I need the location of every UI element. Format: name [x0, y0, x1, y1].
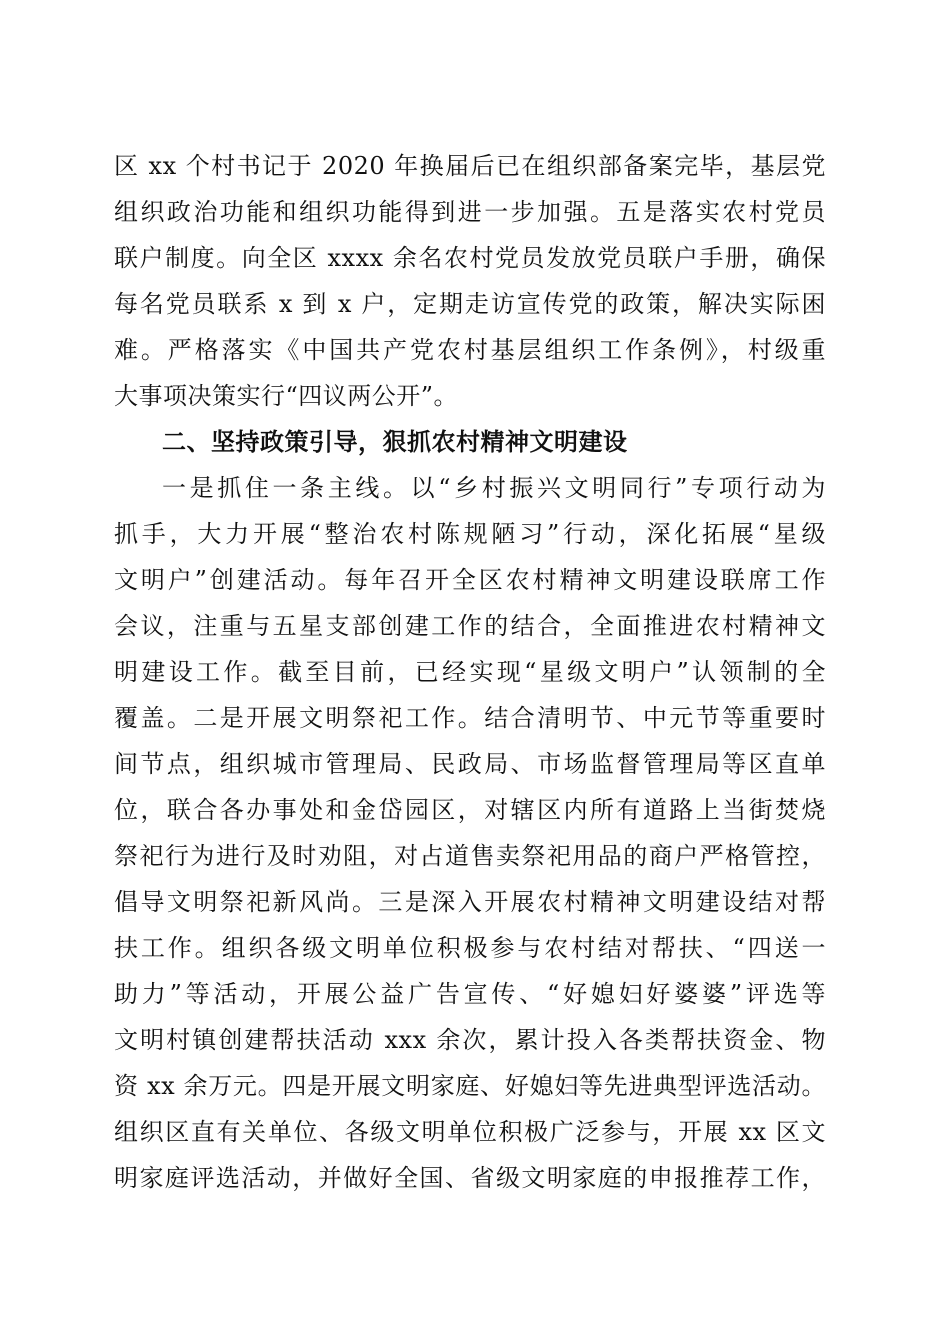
- paragraph-line: 间节点，组织城市管理局、民政局、市场监督管理局等区直单: [114, 750, 826, 778]
- paragraph-line: 位，联合各办事处和金岱园区，对辖区内所有道路上当街焚烧: [114, 796, 826, 824]
- paragraph-line: 倡导文明祭祀新风尚。三是深入开展农村精神文明建设结对帮: [114, 888, 826, 916]
- paragraph-line: 覆盖。二是开展文明祭祀工作。结合清明节、中元节等重要时: [114, 704, 826, 732]
- paragraph-line: 明建设工作。截至目前，已经实现“星级文明户”认领制的全: [114, 658, 826, 686]
- paragraph-line: 组织政治功能和组织功能得到进一步加强。五是落实农村党员: [114, 198, 826, 226]
- paragraph-line: 资 xx 余万元。四是开展文明家庭、好媳妇等先进典型评选活动。: [114, 1072, 826, 1100]
- paragraph-line: 难。严格落实《中国共产党农村基层组织工作条例》，村级重: [114, 336, 826, 364]
- paragraph-line: 文明户”创建活动。每年召开全区农村精神文明建设联席工作: [114, 566, 826, 594]
- paragraph-line: 助力”等活动，开展公益广告宣传、“好媳妇好婆婆”评选等: [114, 980, 826, 1008]
- paragraph-line: 大事项决策实行“四议两公开”。: [114, 382, 459, 410]
- paragraph-line: 扶工作。组织各级文明单位积极参与农村结对帮扶、“四送一: [114, 934, 826, 962]
- paragraph-line: 文明村镇创建帮扶活动 xxx 余次，累计投入各类帮扶资金、物: [114, 1026, 826, 1054]
- paragraph-line: 区 xx 个村书记于 2020 年换届后已在组织部备案完毕，基层党: [114, 152, 826, 180]
- paragraph-line: 明家庭评选活动，并做好全国、省级文明家庭的申报推荐工作，: [114, 1164, 826, 1192]
- section-heading: 二、坚持政策引导，狠抓农村精神文明建设: [162, 428, 628, 456]
- paragraph-first-line: 一是抓住一条主线。以“乡村振兴文明同行”专项行动为: [162, 474, 826, 502]
- paragraph-line: 会议，注重与五星支部创建工作的结合，全面推进农村精神文: [114, 612, 826, 640]
- paragraph-line: 祭祀行为进行及时劝阻，对占道售卖祭祀用品的商户严格管控，: [114, 842, 826, 870]
- paragraph-line: 联户制度。向全区 xxxx 余名农村党员发放党员联户手册，确保: [114, 244, 826, 272]
- paragraph-line: 抓手，大力开展“整治农村陈规陋习”行动，深化拓展“星级: [114, 520, 826, 548]
- paragraph-line: 每名党员联系 x 到 x 户，定期走访宣传党的政策，解决实际困: [114, 290, 826, 318]
- paragraph-line: 组织区直有关单位、各级文明单位积极广泛参与，开展 xx 区文: [114, 1118, 826, 1146]
